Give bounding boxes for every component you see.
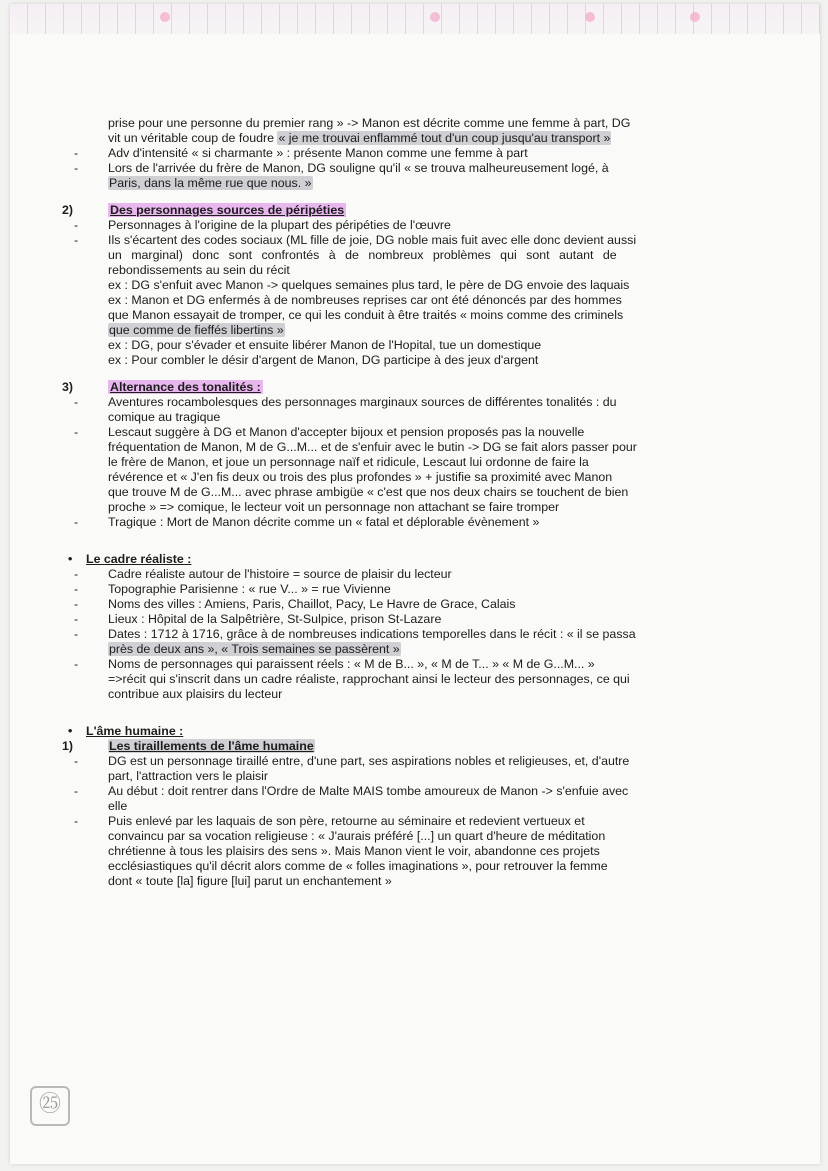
text-line [74,597,728,612]
text-line: convaincu par sa vocation religieuse : « J'aurais préféré [...] un quart d'heure de méditation [108,829,606,843]
text-line: que Manon essayait de tromper, ce qui les conduit à être traités « moins comme des criminels [108,308,624,322]
quote-highlight: Paris, dans la même rue que nous. » [109,176,312,190]
spacer [108,702,728,724]
text-line: dont « toute [la] figure [lui] parut un enchantement » [108,874,392,888]
text: Noms des villes : Amiens, Paris, Chaillot, Pacy, Le Havre de Grace, Calais [108,597,516,611]
text: Noms de personnages qui paraissent réels : « M de B... », « M de T... » « M de G...M... » [108,657,595,671]
text-line: prise pour une personne du premier rang » -> Manon est décrite comme une femme à part, DG [108,116,631,130]
text-line [74,627,728,642]
text-line [74,612,728,627]
text-line: comique au tragique [108,410,221,424]
text-line: ex : Manon et DG enfermés à de nombreuses reprises car ont été dénoncés par des hommes [108,293,622,307]
text-line: contribue aux plaisirs du lecteur [108,687,283,701]
text-line [74,146,728,161]
text-line: proche » => comique, le lecteur voit un personnage non attachant se faire tromper [108,500,560,514]
text-line: rebondissements au sein du récit [108,263,290,277]
text: Tragique : Mort de Manon décrite comme un « fatal et déplorable évènement » [108,515,540,529]
text-line [74,233,728,248]
bullet: - [74,218,79,232]
text-line [74,161,728,176]
watermark-logo: ㉕ [30,1086,70,1126]
list-number: 1) [62,739,74,753]
subsection-heading [62,380,728,395]
spacer [108,530,728,552]
text-line [108,323,728,338]
decoration [160,12,170,22]
text: Lescaut suggère à DG et Manon d'accepter bijoux et pension proposés pas la nouvelle [108,425,585,439]
decoration [690,12,700,22]
section-heading [68,724,728,739]
subsection-heading [62,203,728,218]
bullet: - [74,657,79,671]
heading-text: L'âme humaine : [86,724,184,738]
quote-highlight: « je me trouvai enflammé tout d'un coup jusqu'au transport » [278,131,611,145]
decoration [430,12,440,22]
text-line: vit un véritable coup de foudre « je me trouvai enflammé tout d'un coup jusqu'au transport » [108,131,611,145]
text: Dates : 1712 à 1716, grâce à de nombreuses indications temporelles dans le récit : « il se passa [108,627,636,641]
text-line [74,425,728,440]
text-line [108,642,728,657]
text: Cadre réaliste autour de l'histoire = source de plaisir du lecteur [108,567,452,581]
text-line: ex : DG, pour s'évader et ensuite libérer Manon de l'Hopital, tue un domestique [108,338,542,352]
heading-text: Les tiraillements de l'âme humaine [109,739,314,753]
bullet: - [74,567,79,581]
spacer [108,368,728,380]
page-header-strip [10,4,820,34]
document-body [62,116,728,889]
text-line [74,814,728,829]
list-number: 2) [62,203,74,217]
text: Lieux : Hôpital de la Salpêtrière, St-Sulpice, prison St-Lazare [108,612,442,626]
bullet: - [74,754,79,768]
list-number: 3) [62,380,74,394]
text-line: ex : Pour combler le désir d'argent de Manon, DG participe à des jeux d'argent [108,353,539,367]
text: DG est un personnage tiraillé entre, d'une part, ses aspirations nobles et religieuses, et, d'autre [108,754,630,768]
text: Personnages à l'origine de la plupart des péripéties de l'œuvre [108,218,451,232]
bullet: - [74,233,79,247]
text-line: que trouve M de G...M... avec phrase ambigüe « c'est que nos deux chairs se touchent de bien [108,485,629,499]
heading-text: Des personnages sources de péripéties [110,203,345,217]
text-line [74,218,728,233]
text-line: ecclésiastiques qu'il décrit alors comme de « folles imaginations », pour retrouver la femme [108,859,608,873]
text: Ils s'écartent des codes sociaux (ML fille de joie, DG noble mais fuit avec elle donc devient aussi [108,233,637,247]
spacer [108,191,728,203]
text: Adv d'intensité « si charmante » : présente Manon comme une femme à part [108,146,528,160]
text-line [74,395,728,410]
text-line: le frère de Manon, et joue un personnage naïf et ridicule, Lescaut lui ordonne de faire la [108,455,589,469]
bullet: - [74,515,79,529]
text-line: chrétienne à tous les plaisirs des sens ». Mais Manon vient le voir, abandonne ces projets [108,844,600,858]
section-bullet: • [68,724,73,738]
bullet: - [74,627,79,641]
text-line: révérence et « J'en fis deux ou trois des plus profondes » + justifie sa proximité avec Manon [108,470,613,484]
bullet: - [74,425,79,439]
text-line [74,784,728,799]
text-line [74,657,728,672]
text-line: elle [108,799,128,813]
decoration [585,12,595,22]
text-line: un marginal) donc sont confrontés à de nombreux problèmes qui sont autant de [108,248,617,262]
text-line [74,582,728,597]
text-line [108,176,728,191]
text-line: ex : DG s'enfuit avec Manon -> quelques semaines plus tard, le père de DG envoie des laquais [108,278,630,292]
bullet: - [74,784,79,798]
bullet: - [74,395,79,409]
text-line [74,515,728,530]
bullet: - [74,582,79,596]
text: Au début : doit rentrer dans l'Ordre de Malte MAIS tombe amoureux de Manon -> s'enfuie avec [108,784,629,798]
text: Topographie Parisienne : « rue V... » = rue Vivienne [108,582,391,596]
text-line: fréquentation de Manon, M de G...M... et de s'enfuir avec le butin -> DG se fait alors passer pour [108,440,637,454]
section-bullet: • [68,552,73,566]
text: Lors de l'arrivée du frère de Manon, DG souligne qu'il « se trouva malheureusement logé, à [108,161,609,175]
text-line [74,754,728,769]
bullet: - [74,612,79,626]
text-line: part, l'attraction vers le plaisir [108,769,269,783]
text: Puis enlevé par les laquais de son père, retourne au séminaire et redevient vertueux et [108,814,585,828]
bullet: - [74,161,79,175]
bullet: - [74,146,79,160]
heading-text: Alternance des tonalités : [110,380,261,394]
heading-text: Le cadre réaliste : [86,552,192,566]
subsection-heading [62,739,728,754]
bullet: - [74,597,79,611]
section-heading [68,552,728,567]
quote-highlight: que comme de fieffés libertins » [109,323,284,337]
quote-highlight: près de deux ans », « Trois semaines se passèrent » [109,642,400,656]
text: Aventures rocambolesques des personnages marginaux sources de différentes tonalités : du [108,395,617,409]
bullet: - [74,814,79,828]
text-line: =>récit qui s'inscrit dans un cadre réaliste, rapprochant ainsi le lecteur des personnages, ce qui [108,672,630,686]
text-line [74,567,728,582]
